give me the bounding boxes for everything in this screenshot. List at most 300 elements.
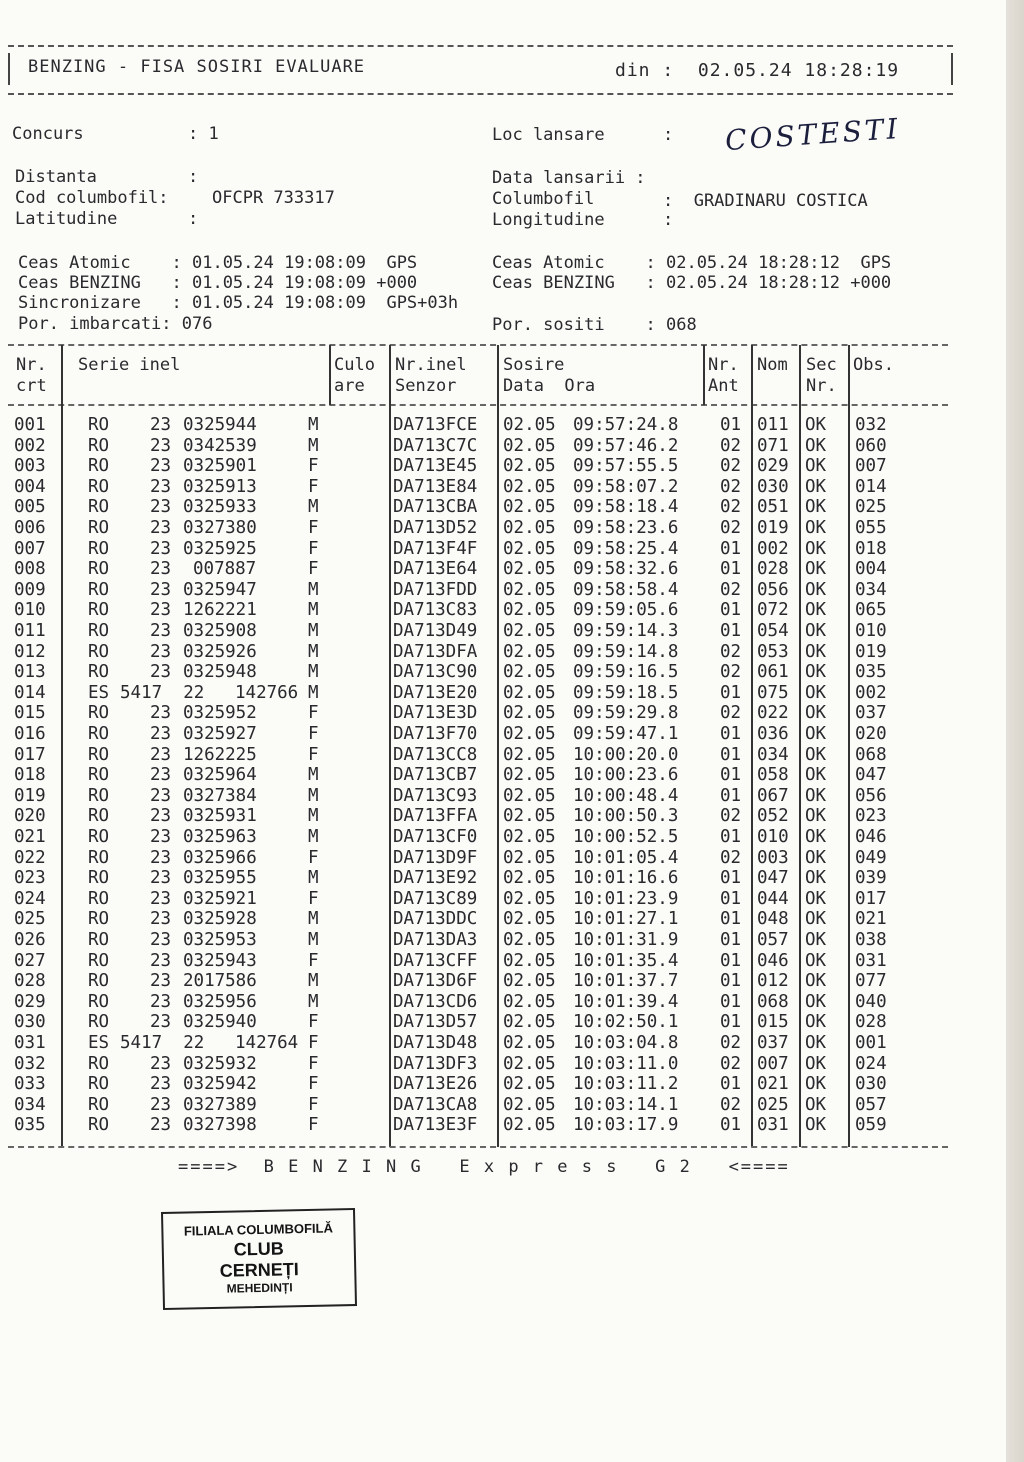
cell-ora: 10:01:23.9 <box>573 888 679 909</box>
cell-data: 02.05 <box>503 600 556 621</box>
cell-nom: 030 <box>757 476 789 497</box>
cell-sec: OK <box>805 662 827 683</box>
cell-ant: 01 <box>720 538 742 559</box>
table-row <box>0 745 1000 766</box>
cell-tara: RO <box>88 909 110 930</box>
table-row <box>0 1074 1000 1095</box>
cell-nom: 037 <box>757 1033 789 1053</box>
cell-inel: 0325964 <box>183 765 257 786</box>
cell-nr: 016 <box>14 724 46 744</box>
table-row <box>0 1033 1000 1054</box>
cell-sex: F <box>308 1053 319 1074</box>
cell-data: 02.05 <box>503 1074 556 1095</box>
cell-tara: RO <box>88 1053 110 1074</box>
cell-sex: M <box>308 641 319 662</box>
cell-obs: 020 <box>855 724 887 744</box>
cell-nom: 012 <box>757 971 789 992</box>
cell-senzor: DA713FCE <box>393 415 478 435</box>
cell-nom: 022 <box>757 703 789 724</box>
cell-nom: 003 <box>757 847 789 868</box>
cell-senzor: DA713DDC <box>393 909 478 930</box>
cell-senzor: DA713C89 <box>393 888 478 909</box>
table-row <box>0 765 1000 786</box>
cell-ora: 09:58:07.2 <box>573 476 679 497</box>
cell-sec: OK <box>805 456 827 477</box>
cell-senzor: DA713E64 <box>393 559 478 580</box>
document-title: BENZING - FISA SOSIRI EVALUARE <box>28 57 366 77</box>
table-row <box>0 477 1000 498</box>
cell-inel: 0327389 <box>183 1094 257 1115</box>
distanta-value: : <box>188 167 199 187</box>
cell-ora: 09:59:05.6 <box>573 600 679 621</box>
cell-sex: M <box>308 868 319 889</box>
cell-sex: M <box>308 600 319 621</box>
cell-an: 23 <box>150 1012 172 1033</box>
cell-nr: 018 <box>14 765 46 786</box>
cell-nom: 046 <box>757 950 789 971</box>
sincronizare: Sincronizare : 01.05.24 19:08:09 GPS+03h <box>18 293 459 313</box>
cell-nr: 032 <box>14 1053 46 1074</box>
cell-inel: 0325925 <box>183 538 257 559</box>
cell-ant: 02 <box>720 456 742 477</box>
cell-obs: 021 <box>855 909 887 930</box>
cell-inel: 0325943 <box>183 950 257 971</box>
cell-ant: 01 <box>720 744 742 765</box>
cell-sec: OK <box>805 641 827 662</box>
cell-ant: 01 <box>720 950 742 971</box>
cell-ant: 02 <box>720 1094 742 1115</box>
table-row <box>0 683 1000 704</box>
cell-data: 02.05 <box>503 785 556 806</box>
cell-senzor: DA713D48 <box>393 1033 478 1053</box>
cell-obs: 040 <box>855 991 887 1012</box>
table-bottom-rule <box>8 1146 948 1148</box>
cell-nr: 002 <box>14 435 46 456</box>
cell-inel: 0325953 <box>183 930 257 950</box>
cell-inel: 0342539 <box>183 435 257 456</box>
cell-nr: 012 <box>14 641 46 662</box>
cell-ora: 10:03:11.2 <box>573 1074 679 1095</box>
cell-ora: 10:02:50.1 <box>573 1012 679 1033</box>
loc-lansare-sep: : <box>663 125 674 145</box>
cell-senzor: DA713F4F <box>393 538 478 559</box>
cell-ora: 10:03:11.0 <box>573 1053 679 1074</box>
cell-sec: OK <box>805 497 827 518</box>
cell-inel: 1262221 <box>183 600 257 621</box>
cell-ora: 09:59:14.8 <box>573 641 679 662</box>
cell-tara: RO <box>88 703 110 724</box>
cell-ora: 10:00:50.3 <box>573 806 679 827</box>
cell-obs: 046 <box>855 827 887 847</box>
table-row <box>0 436 1000 457</box>
cell-nom: 053 <box>757 641 789 662</box>
cell-ant: 02 <box>720 518 742 538</box>
cell-nr: 027 <box>14 950 46 971</box>
cell-sex: F <box>308 1033 319 1053</box>
col-senzor-header: Nr.inel <box>395 355 467 375</box>
cell-data: 02.05 <box>503 1053 556 1074</box>
cell-sex: M <box>308 579 319 600</box>
cell-ant: 01 <box>720 971 742 992</box>
cell-nr: 010 <box>14 600 46 621</box>
cell-data: 02.05 <box>503 703 556 724</box>
table-row <box>0 786 1000 807</box>
latitudine-value: : <box>188 209 199 229</box>
table-row <box>0 497 1000 518</box>
table-row <box>0 724 1000 745</box>
cell-inel: 0325928 <box>183 909 257 930</box>
cell-data: 02.05 <box>503 827 556 847</box>
latitudine-label: Latitudine <box>15 209 118 229</box>
cell-data: 02.05 <box>503 950 556 971</box>
cell-nr: 008 <box>14 559 46 580</box>
cell-inel: 142766 <box>235 682 299 703</box>
cell-ora: 09:59:47.1 <box>573 724 679 744</box>
cell-sec: OK <box>805 518 827 538</box>
table-row <box>0 868 1000 889</box>
cell-data: 02.05 <box>503 888 556 909</box>
cell-inel: 0325926 <box>183 641 257 662</box>
cell-an: 23 <box>150 456 172 477</box>
cell-nr: 023 <box>14 868 46 889</box>
table-row <box>0 951 1000 972</box>
cell-ora: 09:58:32.6 <box>573 559 679 580</box>
cell-sex: F <box>308 724 319 744</box>
table-row <box>0 621 1000 642</box>
cell-obs: 077 <box>855 971 887 992</box>
col-sosire-header: Sosire <box>503 355 565 375</box>
cell-obs: 019 <box>855 641 887 662</box>
longitudine-value: : <box>663 210 674 230</box>
cell-ant: 01 <box>720 991 742 1012</box>
cell-senzor: DA713D57 <box>393 1012 478 1033</box>
cell-data: 02.05 <box>503 621 556 641</box>
cell-ora: 10:00:23.6 <box>573 765 679 786</box>
cell-data: 02.05 <box>503 765 556 786</box>
table-row <box>0 848 1000 869</box>
col-senzor-header-2: Senzor <box>395 376 457 396</box>
cell-nom: 057 <box>757 930 789 950</box>
cell-nr: 025 <box>14 909 46 930</box>
cell-nr: 003 <box>14 456 46 477</box>
cell-tara: RO <box>88 621 110 641</box>
cell-an: 23 <box>150 435 172 456</box>
table-row <box>0 415 1000 436</box>
cell-sex: F <box>308 476 319 497</box>
cell-an: 23 <box>150 1115 172 1136</box>
cell-data: 02.05 <box>503 847 556 868</box>
cell-inel: 0325955 <box>183 868 257 889</box>
cell-tara: RO <box>88 868 110 889</box>
cell-senzor: DA713C7C <box>393 435 478 456</box>
cell-obs: 018 <box>855 538 887 559</box>
cell-obs: 007 <box>855 456 887 477</box>
table-row <box>0 1054 1000 1075</box>
cell-an: 23 <box>150 415 172 435</box>
table-row <box>0 1012 1000 1033</box>
table-row <box>0 539 1000 560</box>
col-serie-header: Serie inel <box>78 355 181 375</box>
cell-ora: 10:01:27.1 <box>573 909 679 930</box>
cell-tara: RO <box>88 456 110 477</box>
cell-data: 02.05 <box>503 868 556 889</box>
cell-senzor: DA713FDD <box>393 579 478 600</box>
cell-senzor: DA713D52 <box>393 518 478 538</box>
cell-ant: 01 <box>720 415 742 435</box>
cell-sex: F <box>308 847 319 868</box>
cell-sec: OK <box>805 971 827 992</box>
cell-nom: 058 <box>757 765 789 786</box>
cell-sec: OK <box>805 1033 827 1053</box>
col-culoare-header: Culo <box>334 355 375 375</box>
cell-sex: F <box>308 1094 319 1115</box>
col-sosire-header-2: Data Ora <box>503 376 596 396</box>
cell-inel: 0325948 <box>183 662 257 683</box>
cell-sex: M <box>308 415 319 435</box>
cell-an: 23 <box>150 1094 172 1115</box>
table-row <box>0 909 1000 930</box>
cell-sec: OK <box>805 476 827 497</box>
cell-ant: 02 <box>720 806 742 827</box>
cell-nr: 009 <box>14 579 46 600</box>
cell-obs: 028 <box>855 1012 887 1033</box>
columbofil-label: Columbofil <box>492 189 595 209</box>
cell-an: 23 <box>150 971 172 992</box>
cell-inel: 0325963 <box>183 827 257 847</box>
cell-tara: RO <box>88 744 110 765</box>
table-row <box>0 518 1000 539</box>
cell-data: 02.05 <box>503 456 556 477</box>
cell-tara: ES <box>88 1033 110 1053</box>
cell-tara: RO <box>88 476 110 497</box>
cell-obs: 030 <box>855 1074 887 1095</box>
cell-nom: 054 <box>757 621 789 641</box>
cell-ora: 09:57:55.5 <box>573 456 679 477</box>
cell-obs: 055 <box>855 518 887 538</box>
cell-sex: F <box>308 888 319 909</box>
longitudine-label: Longitudine <box>492 210 605 230</box>
cell-nr: 028 <box>14 971 46 992</box>
stamp-line-1: FILIALA COLUMBOFILĂ <box>183 1220 334 1239</box>
cell-tara: RO <box>88 785 110 806</box>
cell-ant: 02 <box>720 579 742 600</box>
cell-an: 23 <box>150 765 172 786</box>
cell-tara: RO <box>88 1115 110 1136</box>
cell-senzor: DA713DA3 <box>393 930 478 950</box>
cell-sec: OK <box>805 991 827 1012</box>
col-divider <box>329 345 331 405</box>
cell-sec: OK <box>805 785 827 806</box>
cell-an: 23 <box>150 847 172 868</box>
concurs-label: Concurs <box>12 124 84 144</box>
cell-nom: 075 <box>757 682 789 703</box>
cell-inel: 0325931 <box>183 806 257 827</box>
cell-an: 23 <box>150 888 172 909</box>
cell-tara: RO <box>88 950 110 971</box>
table-row <box>0 600 1000 621</box>
cell-tara: RO <box>88 538 110 559</box>
cell-inel: 0325947 <box>183 579 257 600</box>
table-row <box>0 559 1000 580</box>
cell-nom: 025 <box>757 1094 789 1115</box>
cell-an: 23 <box>150 497 172 518</box>
cell-nr: 020 <box>14 806 46 827</box>
table-row <box>0 971 1000 992</box>
cell-sex: F <box>308 538 319 559</box>
stamp-line-4: MEHEDINȚI <box>226 1280 293 1296</box>
cell-nom: 028 <box>757 559 789 580</box>
cell-nr: 013 <box>14 662 46 683</box>
cell-data: 02.05 <box>503 518 556 538</box>
cell-ora: 09:57:46.2 <box>573 435 679 456</box>
cell-obs: 035 <box>855 662 887 683</box>
cell-senzor: DA713DFA <box>393 641 478 662</box>
cell-sex: M <box>308 827 319 847</box>
cell-ant: 02 <box>720 435 742 456</box>
cell-sec: OK <box>805 1074 827 1095</box>
cell-inel: 0325932 <box>183 1053 257 1074</box>
cell-ant: 01 <box>720 682 742 703</box>
col-culoare-header-2: are <box>334 376 365 396</box>
cell-senzor: DA713C90 <box>393 662 478 683</box>
cell-senzor: DA713E20 <box>393 682 478 703</box>
cell-nom: 052 <box>757 806 789 827</box>
cell-obs: 010 <box>855 621 887 641</box>
cell-sec: OK <box>805 847 827 868</box>
cell-inel: 0325913 <box>183 476 257 497</box>
cell-ant: 02 <box>720 1053 742 1074</box>
cell-sex: M <box>308 662 319 683</box>
cell-senzor: DA713CC8 <box>393 744 478 765</box>
cell-an: 23 <box>150 538 172 559</box>
cell-ora: 09:59:29.8 <box>573 703 679 724</box>
cell-an: 23 <box>150 991 172 1012</box>
cell-tara: RO <box>88 1074 110 1095</box>
cell-an: 23 <box>150 641 172 662</box>
cell-sec: OK <box>805 703 827 724</box>
cell-senzor: DA713C93 <box>393 785 478 806</box>
cell-nr: 026 <box>14 930 46 950</box>
cell-data: 02.05 <box>503 579 556 600</box>
cell-ora: 10:03:14.1 <box>573 1094 679 1115</box>
cell-sec: OK <box>805 559 827 580</box>
cell-nom: 034 <box>757 744 789 765</box>
col-obs-header: Obs. <box>853 355 894 375</box>
cell-ant: 01 <box>720 1074 742 1095</box>
cell-ora: 09:58:25.4 <box>573 538 679 559</box>
cell-inel: 0325927 <box>183 724 257 744</box>
cell-tara: RO <box>88 662 110 683</box>
cell-data: 02.05 <box>503 1033 556 1053</box>
cell-data: 02.05 <box>503 1012 556 1033</box>
cell-ora: 10:01:39.4 <box>573 991 679 1012</box>
table-top-rule <box>8 344 948 346</box>
cell-tara: RO <box>88 765 110 786</box>
cell-nom: 031 <box>757 1115 789 1136</box>
cell-data: 02.05 <box>503 806 556 827</box>
cell-sex: F <box>308 559 319 580</box>
cell-ora: 10:03:17.9 <box>573 1115 679 1136</box>
cell-ant: 02 <box>720 497 742 518</box>
cell-data: 02.05 <box>503 1094 556 1115</box>
cell-ora: 09:59:14.3 <box>573 621 679 641</box>
cell-tara: RO <box>88 930 110 950</box>
cell-sec: OK <box>805 806 827 827</box>
cell-data: 02.05 <box>503 682 556 703</box>
cod-columbofil-label: Cod columbofil: <box>15 188 169 208</box>
cell-ant: 01 <box>720 868 742 889</box>
table-row <box>0 1095 1000 1116</box>
cell-tara: ES <box>88 682 110 703</box>
cell-sec: OK <box>805 827 827 847</box>
cell-obs: 060 <box>855 435 887 456</box>
col-divider <box>703 345 705 405</box>
cell-an: 23 <box>150 1074 172 1095</box>
cell-senzor: DA713CB7 <box>393 765 478 786</box>
cell-obs: 025 <box>855 497 887 518</box>
table-row <box>0 992 1000 1013</box>
cell-an: 23 <box>150 950 172 971</box>
cell-sex: M <box>308 785 319 806</box>
loc-lansare-label: Loc lansare <box>492 125 605 145</box>
cell-nr: 014 <box>14 682 46 703</box>
cell-ora: 10:01:37.7 <box>573 971 679 992</box>
stamp-line-2: CLUB <box>233 1238 284 1260</box>
cell-sec: OK <box>805 744 827 765</box>
cell-nom: 019 <box>757 518 789 538</box>
cell-nr: 024 <box>14 888 46 909</box>
cell-sec: OK <box>805 888 827 909</box>
cell-sex: M <box>308 682 319 703</box>
cell-tara: RO <box>88 518 110 538</box>
cell-an: 23 <box>150 559 172 580</box>
cell-nr: 035 <box>14 1115 46 1136</box>
cell-sex: F <box>308 1074 319 1095</box>
cell-ant: 02 <box>720 847 742 868</box>
cell-data: 02.05 <box>503 538 556 559</box>
cell-sex: M <box>308 991 319 1012</box>
col-nr-header: Nr. <box>16 355 47 375</box>
cell-nr: 019 <box>14 785 46 806</box>
cell-tara: RO <box>88 579 110 600</box>
cell-tara: RO <box>88 497 110 518</box>
cell-senzor: DA713CA8 <box>393 1094 478 1115</box>
cell-data: 02.05 <box>503 724 556 744</box>
table-row <box>0 703 1000 724</box>
col-sec-header-2: Nr. <box>806 376 837 396</box>
cell-sex: F <box>308 1012 319 1033</box>
col-nom-header: Nom <box>757 355 788 375</box>
cell-nom: 029 <box>757 456 789 477</box>
cell-sex: F <box>308 1115 319 1136</box>
table-row <box>0 1115 1000 1136</box>
cell-data: 02.05 <box>503 971 556 992</box>
cell-ant: 01 <box>720 930 742 950</box>
cell-nr: 033 <box>14 1074 46 1095</box>
cell-ora: 10:00:52.5 <box>573 827 679 847</box>
cell-nom: 051 <box>757 497 789 518</box>
table-row <box>0 642 1000 663</box>
cell-inel: 1262225 <box>183 744 257 765</box>
cell-ora: 10:01:35.4 <box>573 950 679 971</box>
stamp-line-3: CERNEȚI <box>219 1259 299 1281</box>
cell-obs: 001 <box>855 1033 887 1053</box>
cell-data: 02.05 <box>503 476 556 497</box>
cell-sec: OK <box>805 1053 827 1074</box>
cell-sec: OK <box>805 950 827 971</box>
cell-ora: 09:58:58.4 <box>573 579 679 600</box>
cell-sex: F <box>308 744 319 765</box>
